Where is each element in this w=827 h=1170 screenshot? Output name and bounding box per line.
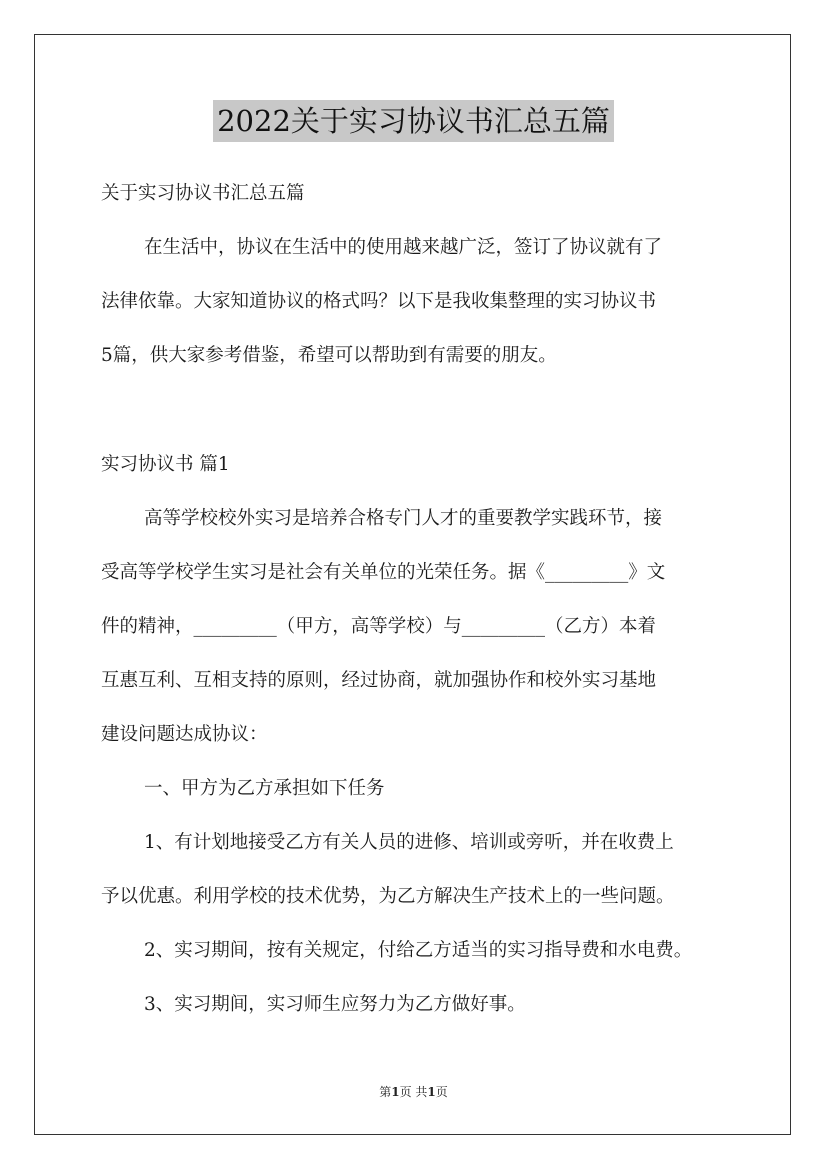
document-title: 2022关于实习协议书汇总五篇 <box>213 100 614 142</box>
body-line-2: 受高等学校学生实习是社会有关单位的光荣任务。据《_________》文 <box>101 562 666 583</box>
clause-1-line-1: 1、有计划地接受乙方有关人员的进修、培训或旁听，并在收费上 <box>144 832 674 853</box>
intro-line-3: 5篇，供大家参考借鉴，希望可以帮助到有需要的朋友。 <box>101 345 557 366</box>
body-line-4: 互惠互利、互相支持的原则，经过协商，就加强协作和校外实习基地 <box>101 670 657 691</box>
body-line-1: 高等学校校外实习是培养合格专门人才的重要教学实践环节，接 <box>144 508 663 529</box>
clause-heading: 一、甲方为乙方承担如下任务 <box>144 778 385 799</box>
footer-page-number: 1 <box>391 1085 400 1099</box>
title-container <box>0 100 827 142</box>
footer-suffix: 页 <box>435 1085 448 1099</box>
clause-2: 2、实习期间，按有关规定，付给乙方适当的实习指导费和水电费。 <box>144 940 693 961</box>
footer-prefix: 第 <box>379 1085 392 1099</box>
intro-line-1: 在生活中，协议在生活中的使用越来越广泛，签订了协议就有了 <box>144 237 663 258</box>
section-heading: 实习协议书 篇1 <box>101 454 230 475</box>
footer-mid: 页 共 <box>399 1085 428 1099</box>
clause-3: 3、实习期间，实习师生应努力为乙方做好事。 <box>144 994 526 1015</box>
body-line-3: 件的精神，_________（甲方，高等学校）与_________（乙方）本着 <box>101 616 657 637</box>
intro-line-2: 法律依靠。大家知道协议的格式吗？以下是我收集整理的实习协议书 <box>101 291 657 312</box>
subtitle-line: 关于实习协议书汇总五篇 <box>101 183 305 204</box>
body-line-5: 建设问题达成协议： <box>101 724 268 745</box>
footer-total-pages: 1 <box>427 1085 436 1099</box>
page-footer <box>0 1083 827 1100</box>
clause-1-line-2: 予以优惠。利用学校的技术优势，为乙方解决生产技术上的一些问题。 <box>101 886 675 907</box>
